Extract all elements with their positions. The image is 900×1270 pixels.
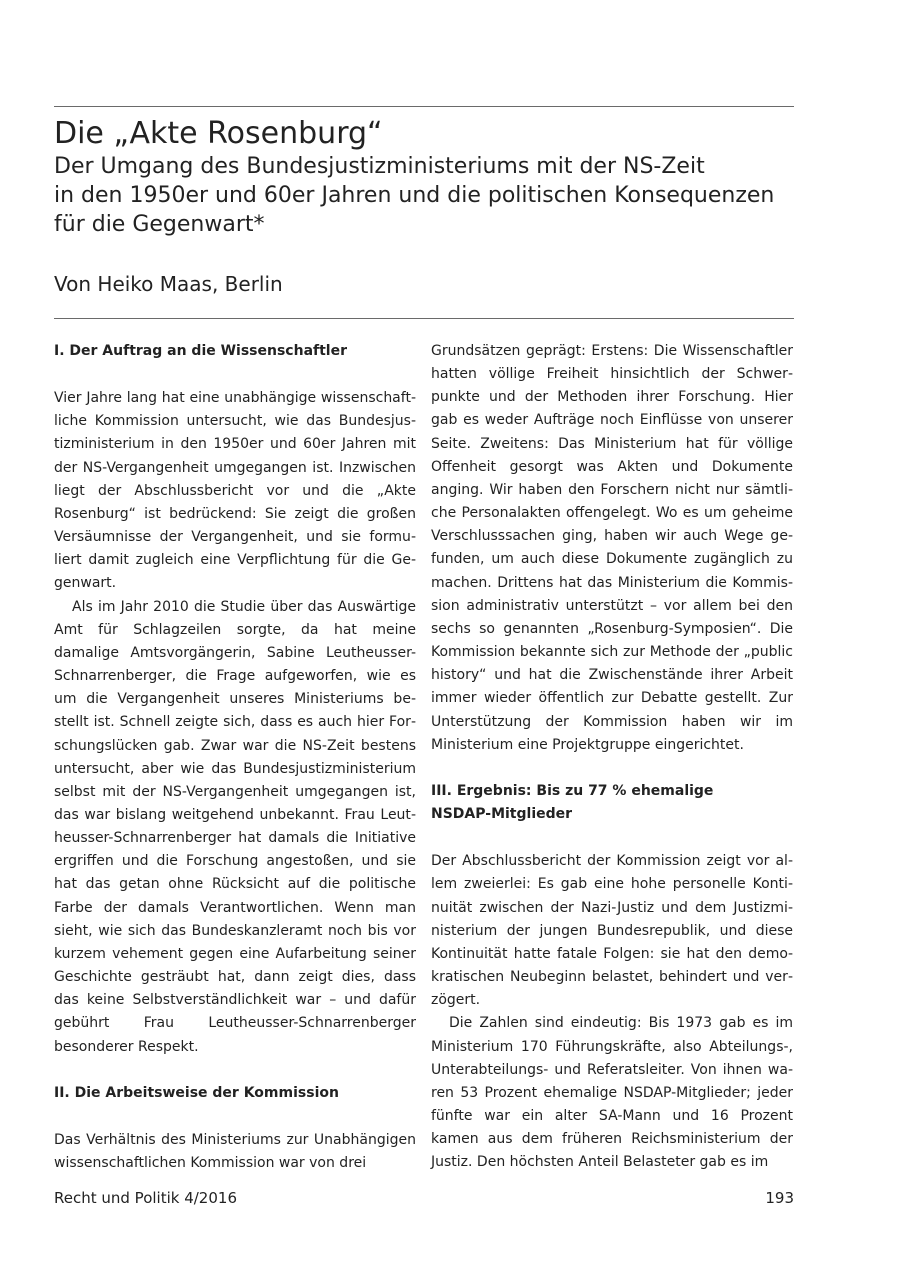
article-subtitle-line-1: Der Umgang des Bundesjustizministeriums mit der NS-Zeit — [54, 154, 705, 179]
section-heading-2: II. Die Arbeitsweise der Kommission — [54, 1084, 339, 1101]
footer-journal: Recht und Politik 4/2016 — [54, 1189, 237, 1207]
article-subtitle-line-3: für die Gegenwart* — [54, 212, 265, 237]
body-paragraph: Die Zahlen sind eindeutig: Bis 1973 gab es im Ministerium 170 Führungskräfte, also Abteilungs-, Unterabteilungs- und Referatsleiter. Von ihnen waren 53 Prozent ehemalige NSDAP-Mitglieder; jeder fünfte war ein alter SA-Mann und 16 Prozent kamen aus dem früheren Reichsministerium der Justiz. Den höchsten Anteil Belasteter gab es im — [431, 1015, 793, 1171]
title-block — [54, 116, 814, 239]
body-paragraph: Grundsätzen geprägt: Erstens: Die Wissenschaftler hatten völlige Freiheit hinsichtlich der Schwerpunkte und der Methoden ihrer Forschung. Hier gab es weder Aufträge noch Einflüsse von unserer Seite. Zweitens: Das Ministerium hat für völlige Offenheit gesorgt was Akten und Dokumente anging. Wir haben den Forschern nicht nur sämtliche Personalakten offengelegt. Wo es um geheime Verschlusssachen ging, haben wir auch Wege gefunden, um auch diese Dokumente zugänglich zu machen. Drittens hat das Ministerium die Kommission administrativ unterstützt – vor allem bei den sechs so genannten „Rosenburg-Symposien“. Die Kommission bekannte sich zur Methode der „public history“ und hat die Zwischenstände ihrer Arbeit immer wieder öffentlich zur Debatte gestellt. Zur Unterstützung der Kommission haben wir im Ministerium eine Projektgruppe eingerichtet. — [431, 343, 793, 753]
top-rule — [54, 106, 794, 107]
body-paragraph: Als im Jahr 2010 die Studie über das Auswärtige Amt für Schlagzeilen sorgte, da hat meine damalige Amtsvorgängerin, Sabine Leutheusser-Schnarrenberger, die Frage aufgeworfen, wie es um die Vergangenheit unseres Ministeriums bestellt ist. Schnell zeigte sich, dass es auch hier Forschungslücken gab. Zwar war die NS-Zeit bestens untersucht, aber wie das Bundesjustizministerium selbst mit der NS-Vergangenheit umgegangen ist, das war bislang weitgehend unbekannt. Frau Leutheusser-Schnarrenberger hat damals die Initiative ergriffen und die Forschung angestoßen, und sie hat das getan ohne Rücksicht auf die politische Farbe der damals Verantwortlichen. Wenn man sieht, wie sich das Bundeskanzleramt noch bis vor kurzem vehement gegen eine Aufarbeitung seiner Geschichte gesträubt hat, dann zeigt dies, dass das keine Selbstverständlichkeit war – und dafür gebührt Frau Leutheusser-Schnarrenberger besonderer Respekt. — [54, 598, 416, 1055]
spacer — [54, 363, 416, 387]
body-paragraph: Vier Jahre lang hat eine unabhängige wissenschaftliche Kommission untersucht, wie das Bundesjustizministerium in den 1950er und 60er Jahren mit der NS-Vergangenheit umgegangen ist. Inzwischen liegt der Abschlussbericht vor und die „Akte Rosenburg“ ist bedrückend: Sie zeigt die großen Versäumnisse der Vergangenheit, und sie formuliert damit zugleich eine Verpflichtung für die Gegenwart. — [54, 390, 416, 592]
section-heading-3-line-2: NSDAP-Mitglieder — [431, 806, 573, 823]
body-paragraph: Das Verhältnis des Ministeriums zur Unabhängigen wissenschaftlichen Kommission war von drei — [54, 1131, 416, 1172]
header-rule — [54, 318, 794, 319]
spacer — [431, 757, 793, 780]
article-title: Die „Akte Rosenburg“ — [54, 116, 383, 151]
spacer — [54, 1105, 416, 1129]
left-column — [54, 340, 416, 1175]
right-column — [431, 340, 793, 1174]
author-line: Von Heiko Maas, Berlin — [54, 272, 283, 296]
section-heading-1: I. Der Auftrag an die Wissenschaftler — [54, 343, 348, 359]
spacer — [431, 826, 793, 850]
article-subtitle-line-2: in den 1950er und 60er Jahren und die politischen Konsequenzen — [54, 183, 775, 208]
body-paragraph: Der Abschlussbericht der Kommission zeigt vor allem zweierlei: Es gab eine hohe personelle Kontinuität zwischen der Nazi-Justiz und dem Justizministerium der jungen Bundesrepublik, und diese Kontinuität hatte fatale Folgen: sie hat den demokratischen Neubeginn belastet, behindert und verzögert. — [431, 853, 793, 1009]
spacer — [54, 1059, 416, 1082]
page-number: 193 — [765, 1189, 794, 1207]
section-heading-3-line-1: III. Ergebnis: Bis zu 77 % ehemalige — [431, 782, 714, 799]
